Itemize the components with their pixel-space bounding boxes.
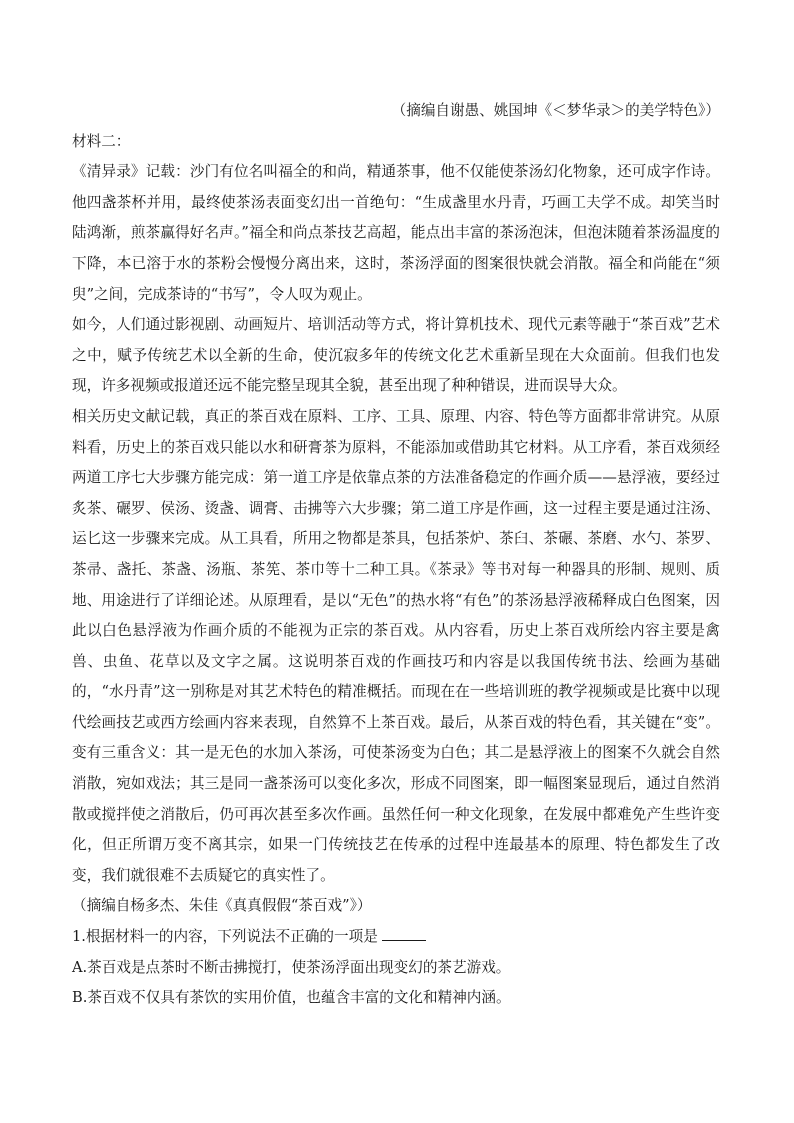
option-a: A.茶百戏是点茶时不断击拂搅打，使茶汤浮面出现变幻的茶艺游戏。	[72, 958, 511, 976]
question-1	[72, 922, 720, 953]
paragraph-modern-media: 如今，人们通过影视剧、动画短片、培训活动等方式，将计算机技术、现代元素等融于“茶百戏”艺术之中，赋予传统艺术以全新的生命，使沉寂多年的传统文化艺术重新呈现在大众面前。但我们也发现，许多视频或报道还远不能完整呈现其全貌，甚至出现了种种错误，进而误导大众。	[72, 316, 720, 395]
source-citation-material-1: （摘编自谢愚、姚国坤《＜梦华录＞的美学特色》）	[391, 102, 720, 119]
document-page	[72, 96, 720, 1014]
option-b: B.茶百戏不仅具有茶饮的实用价值，也蕴含丰富的文化和精神内涵。	[72, 989, 511, 1007]
paragraph-qingyilu: 《清异录》记载：沙门有位名叫福全的和尚，精通茶事，他不仅能使茶汤幻化物象，还可成字作诗。他四盏茶杯并用，最终使茶汤表面变幻出一首绝句：“生成盏里水丹青，巧画工夫学不成。却笑当时陆鸿渐，煎茶赢得好名声。”福全和尚点茶技艺高超，能点出丰富的茶汤泡沫，但泡沫随着茶汤温度的下降，本已溶于水的茶粉会慢慢分离出来，这时，茶汤浮面的图案很快就会消散。福全和尚能在“须臾”之间，完成茶诗的“书写”，令人叹为观止。	[72, 163, 720, 303]
source-citation-material-2: （摘编自杨多杰、朱佳《真真假假“茶百戏”》）	[72, 897, 372, 915]
paragraph-historical-records: 相关历史文献记载，真正的茶百戏在原料、工序、工具、原理、内容、特色等方面都非常讲究。从原料看，历史上的茶百戏只能以水和研膏茶为原料，不能添加或借助其它材料。从工序看，茶百戏须经两道工序七大步骤方能完成：第一道工序是依靠点茶的方法准备稳定的作画介质——悬浮液，要经过炙茶、碾罗、侯汤、烫盏、调膏、击拂等六大步骤；第二道工序是作画，这一过程主要是通过注汤、运匕这一步骤来完成。从工具看，所用之物都是茶具，包括茶炉、茶臼、茶碾、茶磨、水勺、茶罗、茶帚、盏托、茶盏、汤瓶、茶筅、茶巾等十二种工具。《茶录》等书对每一种器具的形制、规则、质地、用途进行了详细论述。从原理看，是以“无色”的热水将“有色”的茶汤悬浮液稀释成白色图案，因此以白色悬浮液为作画介质的不能视为正宗的茶百戏。从内容看，历史上茶百戏所绘内容主要是禽兽、虫鱼、花草以及文字之属。这说明茶百戏的作画技巧和内容是以我国传统书法、绘画为基础的，“水丹青”这一别称是对其艺术特色的精准概括。而现在在一些培训班的教学视频或是比赛中以现代绘画技艺或西方绘画内容来表现，自然算不上茶百戏。最后，从茶百戏的特色看，其关键在“变”。变有三重含义：其一是无色的水加入茶汤，可使茶汤变为白色；其二是悬浮液上的图案不久就会自然消散，宛如戏法；其三是同一盏茶汤可以变化多次，形成不同图案，即一幅图案显现后，通过自然消散或搅拌使之消散后，仍可再次甚至多次作画。虽然任何一种文化现象，在发展中都难免产生些许变化，但正所谓万变不离其宗，如果一门传统技艺在传承的过程中连最基本的原理、特色都发生了改变，我们就很难不去质疑它的真实性了。	[72, 407, 720, 884]
question-1-stem: 1.根据材料一的内容，下列说法不正确的一项是	[72, 928, 378, 946]
material-2-heading: 材料二：	[72, 132, 131, 150]
answer-blank[interactable]	[382, 924, 426, 941]
